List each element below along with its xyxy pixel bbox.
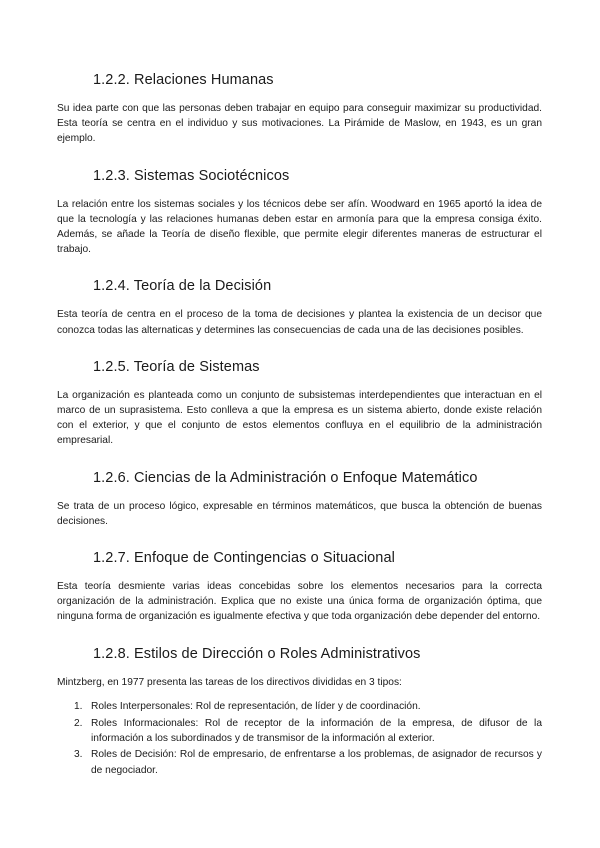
document-content <box>57 70 542 779</box>
list-item-text: Roles Interpersonales: Rol de representación, de líder y de coordinación. <box>91 700 421 712</box>
list-item <box>57 716 542 746</box>
section-teoria-decision <box>57 276 542 337</box>
list-item-text: Roles de Decisión: Rol de empresario, de enfrentarse a los problemas, de asignador de recursos y de negociador. <box>91 749 542 776</box>
section-heading: 1.2.3. Sistemas Sociotécnicos <box>93 167 290 184</box>
section-heading: 1.2.4. Teoría de la Decisión <box>93 278 272 295</box>
section-heading: 1.2.8. Estilos de Dirección o Roles Administrativos <box>93 645 421 662</box>
section-heading: 1.2.5. Teoría de Sistemas <box>93 358 260 375</box>
section-paragraph: Su idea parte con que las personas deben trabajar en equipo para conseguir maximizar su productividad. Esta teoría se centra en el individuo y sus motivaciones. La Pirámide de Maslow, en 1943, es un gran ejemplo. <box>57 103 542 145</box>
section-paragraph: Esta teoría de centra en el proceso de la toma de decisiones y plantea la existencia de un decisor que conozca todas las alternaticas y determines las consecuencias de cada una de las decisiones posibles. <box>57 309 542 336</box>
section-paragraph: Mintzberg, en 1977 presenta las tareas de los directivos divididas en 3 tipos: <box>57 676 402 688</box>
section-heading: 1.2.7. Enfoque de Contingencias o Situacional <box>93 550 395 567</box>
section-paragraph: Se trata de un proceso lógico, expresable en términos matemáticos, que busca la obtención de buenas decisiones. <box>57 500 542 527</box>
section-heading: 1.2.6. Ciencias de la Administración o Enfoque Matemático <box>93 469 478 486</box>
list-item <box>57 699 542 714</box>
list-item <box>57 747 542 777</box>
list-item-number: 2. <box>74 717 83 729</box>
section-estilos-direccion <box>57 644 542 778</box>
roles-list <box>57 699 542 778</box>
section-relaciones-humanas <box>57 70 542 147</box>
list-item-text: Roles Informacionales: Rol de receptor de la información de la empresa, de difusor de la información a los subordinados y de transmisor de la información al exterior. <box>91 717 542 744</box>
section-heading: 1.2.2. Relaciones Humanas <box>93 72 274 88</box>
section-paragraph: La organización es planteada como un conjunto de subsistemas interdependientes que interactuan en el marco de un suprasistema. Esto conlleva a que la empresa es un sistema abierto, donde existe relación con el exterior, y que el conjunto de estos elementos confluya en el equilibrio de la administración empresarial. <box>57 389 542 447</box>
section-paragraph: Esta teoría desmiente varias ideas concebidas sobre los elementos necesarios para la correcta organización de la administración. Explica que no existe una única forma de organización óptima, que ninguna forma de organización es igualmente efectiva y que toda organización debe depender del entorno. <box>57 581 542 623</box>
section-teoria-sistemas <box>57 357 542 449</box>
list-item-number: 1. <box>74 700 83 712</box>
section-paragraph: La relación entre los sistemas sociales y los técnicos debe ser afín. Woodward en 1965 aportó la idea de que la tecnología y las relaciones humanas deben estar en armonía para que la empresa consiga éxito. Además, se añade la Teoría de diseño flexible, que permite elegir diferentes maneras de estructurar el trabajo. <box>57 198 542 256</box>
list-item-number: 3. <box>74 749 83 761</box>
section-sistemas-sociotecnicos <box>57 166 542 258</box>
section-ciencias-administracion <box>57 468 542 529</box>
section-enfoque-contingencias <box>57 548 542 625</box>
